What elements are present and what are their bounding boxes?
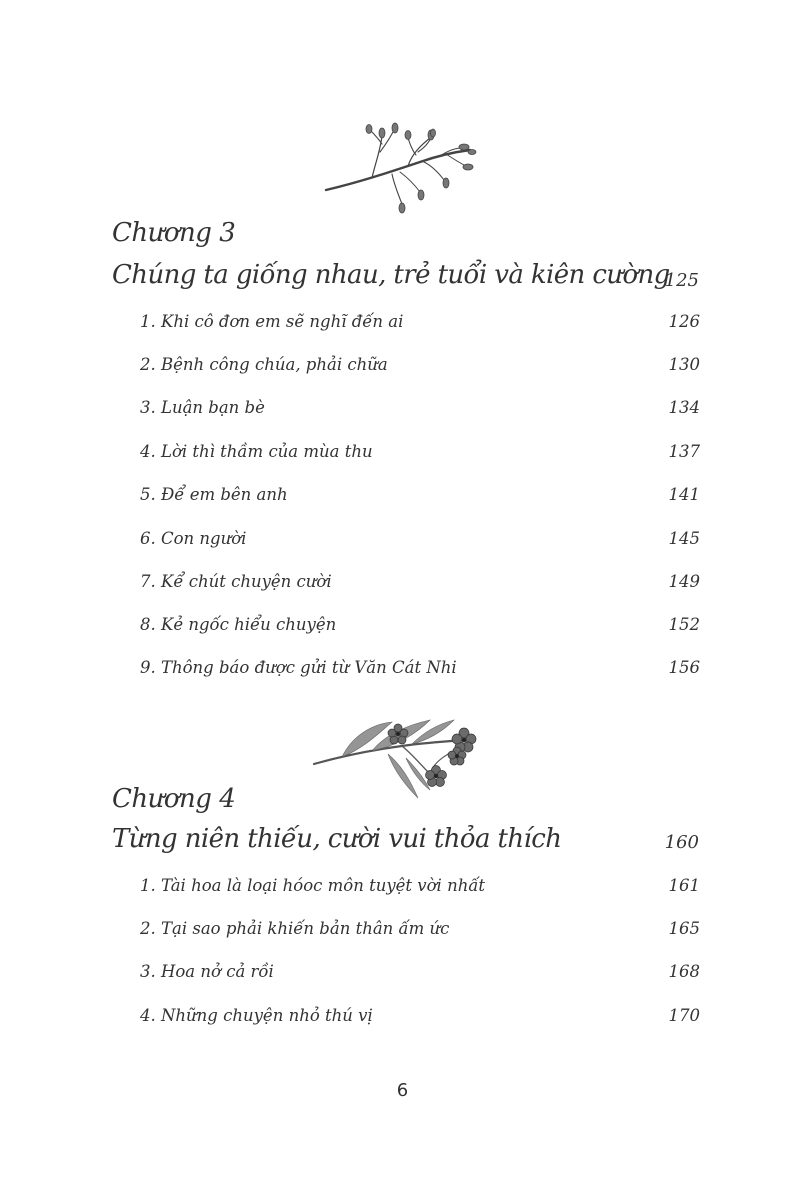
toc-entry [140, 572, 700, 598]
toc-entry [140, 876, 700, 902]
sprig-ornament-icon [320, 122, 480, 218]
toc-entry [140, 962, 700, 988]
toc-entry-page: 134 [668, 398, 700, 417]
chapter-3-title: Chúng ta giống nhau, trẻ tuổi và kiên cường [112, 260, 670, 290]
chapter-3-page: 125 [664, 270, 699, 291]
toc-entry-title: 4. Lời thì thầm của mùa thu [140, 442, 373, 461]
toc-entry-page: 137 [668, 442, 700, 461]
toc-entry-title: 4. Những chuyện nhỏ thú vị [140, 1006, 373, 1025]
toc-entry-title: 6. Con người [140, 529, 247, 548]
toc-entry-page: 152 [668, 615, 700, 634]
toc-entry [140, 1006, 700, 1032]
toc-entry-title: 2. Tại sao phải khiến bản thân ấm ức [140, 919, 450, 938]
toc-entry-title: 8. Kẻ ngốc hiểu chuyện [140, 615, 337, 634]
chapter-4-title: Từng niên thiếu, cười vui thỏa thích [112, 824, 562, 854]
toc-entry-title: 1. Khi cô đơn em sẽ nghĩ đến ai [140, 312, 404, 331]
toc-entry [140, 398, 700, 424]
chapter-4-page: 160 [664, 832, 699, 853]
flower-branch-ornament-icon [312, 714, 484, 804]
toc-entry-page: 168 [668, 962, 700, 981]
toc-entry-title: 9. Thông báo được gửi từ Văn Cát Nhi [140, 658, 457, 677]
toc-entry [140, 919, 700, 945]
toc-entry-page: 165 [668, 919, 700, 938]
chapter-4-label: Chương 4 [112, 784, 236, 814]
toc-entry [140, 615, 700, 641]
toc-entry-title: 7. Kể chút chuyện cười [140, 572, 332, 591]
toc-entry-title: 2. Bệnh công chúa, phải chữa [140, 355, 388, 374]
toc-entry [140, 442, 700, 468]
page-number: 6 [396, 1080, 409, 1101]
toc-entry-title: 3. Hoa nở cả rồi [140, 962, 274, 981]
toc-entry-page: 126 [668, 312, 700, 331]
toc-entry-title: 3. Luận bạn bè [140, 398, 265, 417]
toc-entry-page: 130 [668, 355, 700, 374]
toc-entry [140, 312, 700, 338]
toc-entry [140, 485, 700, 511]
toc-entry-title: 1. Tài hoa là loại hóoc môn tuyệt vời nhất [140, 876, 486, 895]
chapter-3-label: Chương 3 [112, 218, 236, 248]
toc-entry-title: 5. Để em bên anh [140, 485, 288, 504]
toc-entry [140, 529, 700, 555]
toc-entry-page: 145 [668, 529, 700, 548]
toc-entry [140, 658, 700, 684]
toc-entry [140, 355, 700, 381]
toc-entry-page: 161 [668, 876, 700, 895]
toc-entry-page: 141 [668, 485, 700, 504]
toc-entry-page: 149 [668, 572, 700, 591]
toc-entry-page: 156 [668, 658, 700, 677]
toc-entry-page: 170 [668, 1006, 700, 1025]
